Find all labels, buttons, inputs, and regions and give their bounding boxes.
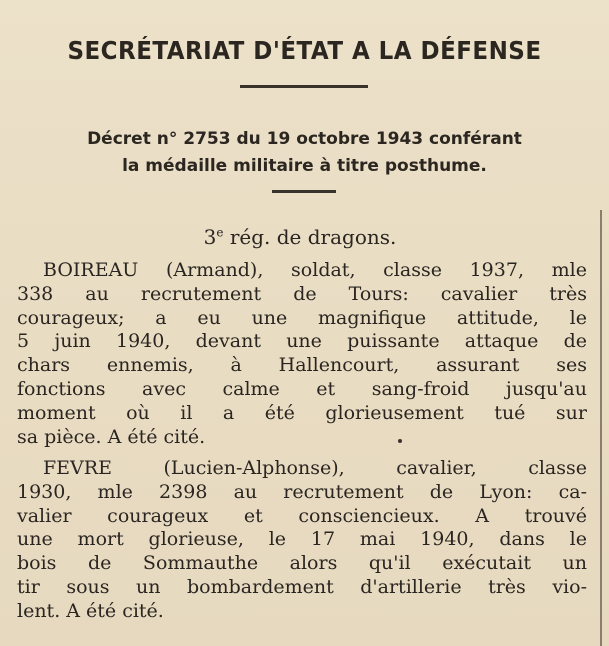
citation-line: BOIREAU (Armand), soldat, classe 1937, mle xyxy=(43,259,587,281)
page-title: SECRÉTARIAT D'ÉTAT A LA DÉFENSE xyxy=(67,36,542,65)
citation-line: 5 juin 1940, devant une puissante attaque de xyxy=(17,330,587,353)
decree-heading xyxy=(0,126,609,180)
citation-line: courageux; a eu une magnifique attitude, le xyxy=(17,306,587,329)
regiment-number: 3 xyxy=(203,225,217,249)
citation-line: fonctions avec calme et sang-froid jusqu'au xyxy=(17,377,587,400)
regiment-ordinal-suffix: e xyxy=(216,225,224,240)
citation-line: 1930, mle 2398 au recrutement de Lyon: ca- xyxy=(17,480,587,503)
citation-entry xyxy=(17,457,587,624)
title-rule xyxy=(240,85,368,88)
ink-speck xyxy=(398,439,402,443)
column-edge-divider xyxy=(600,210,602,646)
regiment-heading xyxy=(0,225,600,249)
citation-line: valier courageux et consciencieux. A trouvé xyxy=(17,504,587,527)
citation-line: tir sous un bombardement d'artillerie très vio- xyxy=(17,575,587,598)
citation-line: une mort glorieuse, le 17 mai 1940, dans le xyxy=(17,528,587,551)
citation-line: lent. A été cité. xyxy=(17,599,164,622)
regiment-label: rég. de dragons. xyxy=(223,225,397,249)
citation-line: 338 au recrutement de Tours: cavalier très xyxy=(17,282,587,305)
citation-line: chars ennemis, à Hallencourt, assurant ses xyxy=(17,354,587,377)
header-section xyxy=(0,0,609,210)
decree-rule xyxy=(272,190,336,193)
citation-line: moment où il a été glorieusement tué sur xyxy=(17,401,587,424)
citation-line: FEVRE (Lucien-Alphonse), cavalier, classe xyxy=(43,457,587,479)
citation-line: sa pièce. A été cité. xyxy=(17,425,206,448)
decree-line-1: Décret n° 2753 du 19 octobre 1943 conférant xyxy=(87,129,522,149)
decree-line-2: la médaille militaire à titre posthume. xyxy=(122,156,487,176)
citation-entry xyxy=(17,259,587,449)
citation-line: bois de Sommauthe alors qu'il exécutait un xyxy=(17,552,587,575)
